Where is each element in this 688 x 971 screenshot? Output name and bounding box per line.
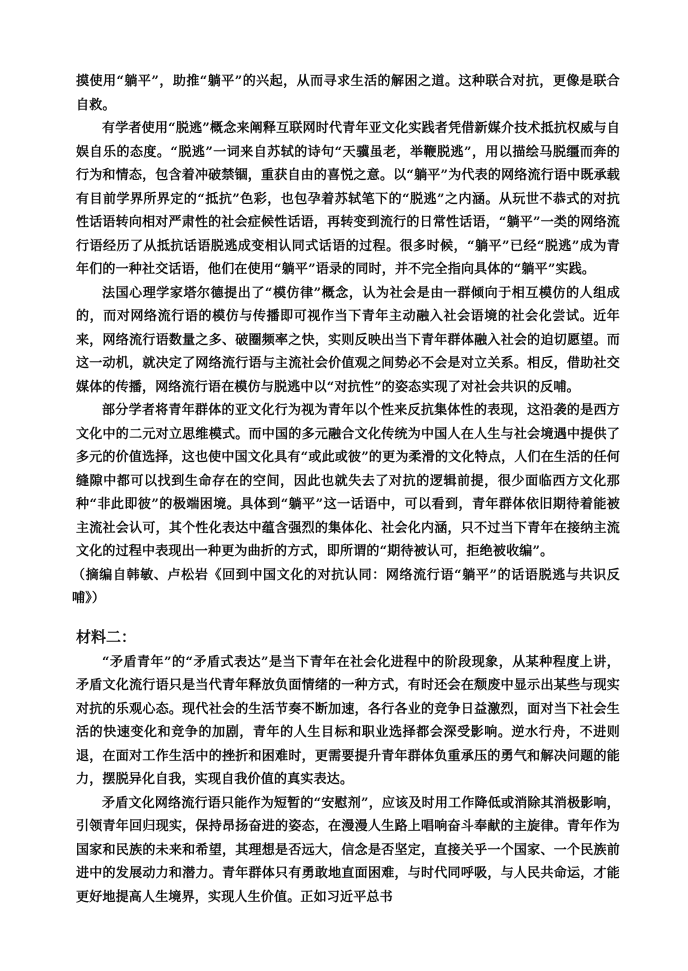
paragraph-continued: 摸使用“躺平”，助推“躺平”的兴起，从而寻求生活的解困之道。这种联合对抗，更像是联合自救。: [76, 74, 620, 113]
paragraph-placebo: 矛盾文化网络流行语只能作为短暂的“安慰剂”，应该及时用工作降低或消除其消极影响，引领青年回归现实，保持昂扬奋进的姿态，在漫漫人生路上唱响奋斗奉献的主旋律。青年作为国家和民族的未来和希望，其理想是否远大，信念是否坚定，直接关乎一个国家、一个民族前进中的发展动力和潜力。青年群体只有勇敢地直面困难，与时代同呼吸，与人民共命运，才能更好地提高人生境界，实现人生价值。正如习近平总书: [76, 795, 620, 905]
paragraph-contradictory-youth: “矛盾青年”的“矛盾式表达”是当下青年在社会化进程中的阶段现象，从某种程度上讲，矛盾文化流行语只是当代青年释放负面情绪的一种方式，有时还会在颓废中显示出某些与现实对抗的乐观心态。现代社会的生活节奏不断加速，各行各业的竞争日益激烈，面对当下社会生活的快速变化和竞争的加剧，青年的人生目标和职业选择都会深受影响。逆水行舟，不进则退，在面对工作生活中的挫折和困难时，更需要提升青年群体负重承压的勇气和解决问题的能力，摆脱异化自我，实现自我价值的真实表达。: [76, 654, 620, 787]
document-body: [72, 70, 620, 909]
paragraph-chinese-culture: 部分学者将青年群体的亚文化行为视为青年以个性来反抗集体性的表现，这沿袭的是西方文化中的二元对立思维模式。而中国的多元融合文化传统为中国人在人生与社会境遇中提供了多元的价值选择，这也使中国文化具有“或此或彼”的更为柔滑的文化特点，人们在生活的任何缝隙中都可以找到生命存在的空间，因此也就失去了对抗的逻辑前提，很少面临西方文化那种“非此即彼”的极端困境。具体到“躺平”这一话语中，可以看到，青年群体依旧期待着能被主流社会认可，其个性化表达中蕴含强烈的集体化、社会化内涵，只不过当下青年在接纳主流文化的过程中表现出一种更为曲折的方式，即所谓的“期待被认可，拒绝被收编”。: [76, 403, 620, 559]
section-heading-material-two: 材料二：: [76, 627, 137, 646]
source-citation: （摘编自韩敏、卢松岩《回到中国文化的对抗认同：网络流行语“躺平”的话语脱逃与共识反哺》）: [72, 567, 620, 606]
paragraph-escape-concept: 有学者使用“脱逃”概念来阐释互联网时代青年亚文化实践者凭借新媒介技术抵抗权威与自娱自乐的态度。“脱逃”一词来自苏轼的诗句“天骥虽老，举鞭脱逃”，用以描绘马脱缰而奔的行为和情态，包含着冲破禁锢，重获自由的喜悦之意。以“躺平”为代表的网络流行语中既承载有目前学界所界定的“抵抗”色彩，也包孕着苏轼笔下的“脱逃”之内涵。从玩世不恭式的对抗性话语转向相对严肃性的社会症候性话语，再转变到流行的日常性话语，“躺平”一类的网络流行语经历了从抵抗话语脱逃成变相认同式话语的过程。很多时候，“躺平”已经“脱逃”成为青年们的一种社交话语，他们在使用“躺平”语录的同时，并不完全指向具体的“躺平”实践。: [76, 121, 620, 277]
paragraph-imitation-law: 法国心理学家塔尔德提出了“模仿律”概念，认为社会是由一群倾向于相互模仿的人组成的，而对网络流行语的模仿与传播即可视作当下青年主动融入社会语境的社会化尝试。近年来，网络流行语数量之多、破圈频率之快，实则反映出当下青年群体融入社会的迫切愿望。而这一动机，就决定了网络流行语与主流社会价值观之间势必不会是对立关系。相反，借助社交媒体的传播，网络流行语在模仿与脱逃中以“对抗性”的姿态实现了对社会共识的反哺。: [76, 285, 620, 395]
